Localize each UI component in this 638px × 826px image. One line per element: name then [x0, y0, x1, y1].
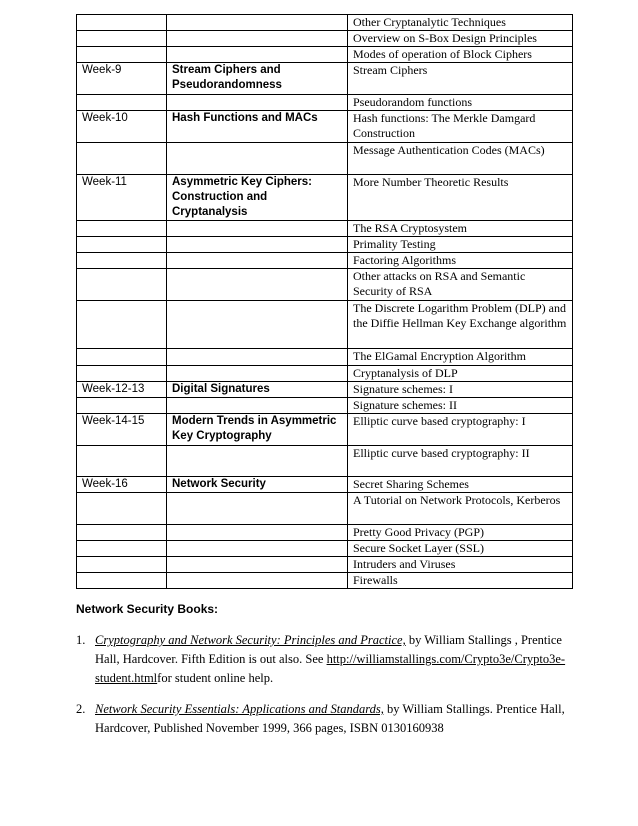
module-cell	[167, 366, 348, 382]
module-cell	[167, 398, 348, 414]
week-cell	[77, 95, 167, 111]
module-cell	[167, 525, 348, 541]
book-details: by William Stallings , Prentice Hall, Hardcover. Fifth Edition is out also. See	[95, 633, 562, 666]
topic-cell: Stream Ciphers	[348, 63, 573, 95]
week-cell: Week-14-15	[77, 414, 167, 446]
table-row	[77, 31, 573, 47]
topic-cell: Primality Testing	[348, 237, 573, 253]
week-cell	[77, 143, 167, 175]
topic-cell: Signature schemes: II	[348, 398, 573, 414]
table-row	[77, 47, 573, 63]
table-row	[77, 63, 573, 95]
table-row	[77, 301, 573, 349]
topic-cell: Message Authentication Codes (MACs)	[348, 143, 573, 175]
module-cell: Digital Signatures	[167, 382, 348, 398]
table-row	[77, 175, 573, 221]
table-row	[77, 446, 573, 477]
week-cell: Week-12-13	[77, 382, 167, 398]
topic-cell: Firewalls	[348, 573, 573, 589]
week-cell	[77, 493, 167, 525]
table-row	[77, 493, 573, 525]
week-cell	[77, 366, 167, 382]
table-row	[77, 414, 573, 446]
books-heading: Network Security Books:	[76, 602, 219, 616]
module-cell: Modern Trends in Asymmetric Key Cryptography	[167, 414, 348, 446]
book-details-tail: for student online help.	[157, 671, 274, 685]
week-cell: Week-16	[77, 477, 167, 493]
week-cell	[77, 31, 167, 47]
week-cell	[77, 573, 167, 589]
topic-cell: Elliptic curve based cryptography: II	[348, 446, 573, 477]
topic-cell: Signature schemes: I	[348, 382, 573, 398]
week-cell: Week-11	[77, 175, 167, 221]
book-item	[76, 631, 576, 688]
topic-cell: Intruders and Viruses	[348, 557, 573, 573]
module-cell	[167, 446, 348, 477]
table-row	[77, 253, 573, 269]
table-row	[77, 15, 573, 31]
book-title-link[interactable]: Cryptography and Network Security: Principles and Practice,	[95, 633, 406, 647]
topic-cell: The RSA Cryptosystem	[348, 221, 573, 237]
week-cell	[77, 349, 167, 366]
week-cell	[77, 541, 167, 557]
week-cell	[77, 301, 167, 349]
topic-cell: Modes of operation of Block Ciphers	[348, 47, 573, 63]
module-cell	[167, 557, 348, 573]
topic-cell: The ElGamal Encryption Algorithm	[348, 349, 573, 366]
topic-cell: Overview on S-Box Design Principles	[348, 31, 573, 47]
table-row	[77, 349, 573, 366]
module-cell	[167, 301, 348, 349]
book-number: 2.	[76, 702, 86, 716]
module-cell	[167, 493, 348, 525]
topic-cell: Pretty Good Privacy (PGP)	[348, 525, 573, 541]
module-cell	[167, 15, 348, 31]
module-cell	[167, 95, 348, 111]
table-row	[77, 366, 573, 382]
week-cell	[77, 253, 167, 269]
topic-cell: Factoring Algorithms	[348, 253, 573, 269]
module-cell	[167, 237, 348, 253]
module-cell	[167, 541, 348, 557]
table-row	[77, 557, 573, 573]
week-cell	[77, 525, 167, 541]
book-number: 1.	[76, 633, 86, 647]
topic-cell: Secure Socket Layer (SSL)	[348, 541, 573, 557]
topic-cell: Secret Sharing Schemes	[348, 477, 573, 493]
syllabus-table	[76, 14, 573, 589]
module-cell: Hash Functions and MACs	[167, 111, 348, 143]
topic-cell: A Tutorial on Network Protocols, Kerberos	[348, 493, 573, 525]
table-row	[77, 573, 573, 589]
table-row	[77, 95, 573, 111]
topic-cell: More Number Theoretic Results	[348, 175, 573, 221]
book-title-link[interactable]: Network Security Essentials: Applications and Standards,	[95, 702, 384, 716]
table-row	[77, 111, 573, 143]
module-cell	[167, 143, 348, 175]
topic-cell: Pseudorandom functions	[348, 95, 573, 111]
module-cell	[167, 573, 348, 589]
week-cell	[77, 398, 167, 414]
module-cell	[167, 349, 348, 366]
week-cell: Week-9	[77, 63, 167, 95]
table-row	[77, 143, 573, 175]
module-cell: Network Security	[167, 477, 348, 493]
week-cell	[77, 557, 167, 573]
table-row	[77, 221, 573, 237]
topic-cell: Other attacks on RSA and Semantic Security of RSA	[348, 269, 573, 301]
table-row	[77, 237, 573, 253]
module-cell	[167, 221, 348, 237]
module-cell: Asymmetric Key Ciphers: Construction and Cryptanalysis	[167, 175, 348, 221]
week-cell	[77, 47, 167, 63]
book-item	[76, 700, 576, 738]
week-cell	[77, 221, 167, 237]
book-details: by William Stallings. Prentice Hall, Hardcover, Published November 1999, 366 pages, ISBN 0130160938	[95, 702, 565, 735]
module-cell	[167, 31, 348, 47]
module-cell	[167, 47, 348, 63]
week-cell: Week-10	[77, 111, 167, 143]
student-help-link[interactable]: http://williamstallings.com/Crypto3e/Crypto3e-student.html	[95, 652, 566, 685]
table-row	[77, 525, 573, 541]
week-cell	[77, 269, 167, 301]
table-row	[77, 382, 573, 398]
topic-cell: Hash functions: The Merkle Damgard Construction	[348, 111, 573, 143]
table-row	[77, 477, 573, 493]
topic-cell: Other Cryptanalytic Techniques	[348, 15, 573, 31]
module-cell	[167, 269, 348, 301]
week-cell	[77, 446, 167, 477]
module-cell	[167, 253, 348, 269]
table-row	[77, 398, 573, 414]
week-cell	[77, 15, 167, 31]
table-row	[77, 541, 573, 557]
books-section	[76, 600, 576, 750]
week-cell	[77, 237, 167, 253]
topic-cell: Elliptic curve based cryptography: I	[348, 414, 573, 446]
module-cell: Stream Ciphers and Pseudorandomness	[167, 63, 348, 95]
topic-cell: The Discrete Logarithm Problem (DLP) and the Diffie Hellman Key Exchange algorithm	[348, 301, 573, 349]
table-row	[77, 269, 573, 301]
topic-cell: Cryptanalysis of DLP	[348, 366, 573, 382]
